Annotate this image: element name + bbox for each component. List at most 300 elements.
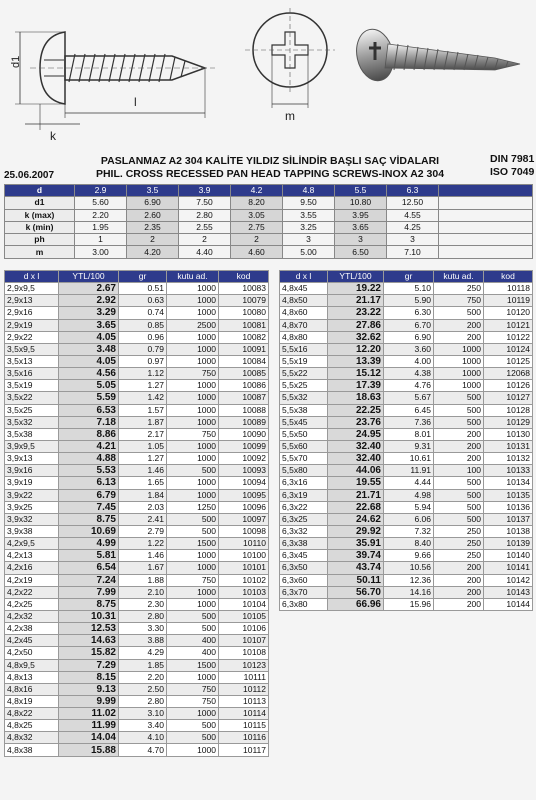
weight-cell: 2.50 (119, 683, 167, 695)
spec-empty-cell (439, 185, 533, 197)
table-row (280, 586, 533, 598)
code-cell: 10134 (484, 477, 533, 489)
weight-cell: 0.51 (119, 283, 167, 295)
price-cell: 19.22 (328, 283, 384, 295)
code-cell: 10126 (484, 380, 533, 392)
table-row (280, 525, 533, 537)
table-row (5, 659, 269, 671)
box-qty-cell: 1000 (434, 343, 484, 355)
column-header: gr (384, 271, 434, 283)
price-cell: 15.88 (59, 744, 119, 756)
size-cell: 6,3x70 (280, 586, 328, 598)
spec-value: 3 (283, 234, 335, 246)
size-cell: 4,8x38 (5, 744, 59, 756)
weight-cell: 15.96 (384, 598, 434, 610)
spec-value: 2.35 (127, 221, 179, 233)
box-qty-cell: 1000 (167, 744, 219, 756)
weight-cell: 5.94 (384, 501, 434, 513)
size-cell: 4,2x32 (5, 610, 59, 622)
price-cell: 8.86 (59, 428, 119, 440)
weight-cell: 4.44 (384, 477, 434, 489)
table-row (280, 538, 533, 550)
size-cell: 4,8x13 (5, 671, 59, 683)
code-cell: 10091 (219, 343, 269, 355)
table-row (5, 283, 269, 295)
price-cell: 4.05 (59, 331, 119, 343)
spec-value: 5.5 (335, 185, 387, 197)
size-cell: 4,2x16 (5, 562, 59, 574)
table-row (280, 501, 533, 513)
table-row (5, 331, 269, 343)
size-cell: 4,2x38 (5, 623, 59, 635)
spec-value: 10.80 (335, 197, 387, 209)
table-row (5, 574, 269, 586)
table-row (5, 343, 269, 355)
weight-cell: 1.88 (119, 574, 167, 586)
spec-value: 3.00 (75, 246, 127, 258)
box-qty-cell: 1000 (167, 550, 219, 562)
code-cell: 10087 (219, 392, 269, 404)
code-cell: 10082 (219, 331, 269, 343)
weight-cell: 9.66 (384, 550, 434, 562)
table-row (5, 598, 269, 610)
size-cell: 2,9x16 (5, 307, 59, 319)
spec-value: 4.8 (283, 185, 335, 197)
price-table-left (4, 270, 269, 757)
weight-cell: 3.88 (119, 635, 167, 647)
box-qty-cell: 200 (434, 331, 484, 343)
weight-cell: 11.91 (384, 465, 434, 477)
size-cell: 3,5x9,5 (5, 343, 59, 355)
code-cell: 10120 (484, 307, 533, 319)
weight-cell: 6.06 (384, 513, 434, 525)
table-row (5, 501, 269, 513)
table-row (280, 550, 533, 562)
spec-label: m (5, 246, 75, 258)
spec-value: 2.60 (127, 209, 179, 221)
box-qty-cell: 1000 (167, 331, 219, 343)
code-cell: 10097 (219, 513, 269, 525)
code-cell: 10084 (219, 355, 269, 367)
size-cell: 4,8x45 (280, 283, 328, 295)
screw-photo (352, 26, 520, 84)
spec-empty-cell (439, 246, 533, 258)
spec-row (5, 185, 533, 197)
size-cell: 6,3x19 (280, 489, 328, 501)
price-cell: 7.29 (59, 659, 119, 671)
weight-cell: 0.63 (119, 295, 167, 307)
spec-value: 2.20 (75, 209, 127, 221)
weight-cell: 1.42 (119, 392, 167, 404)
box-qty-cell: 400 (167, 647, 219, 659)
table-row (5, 671, 269, 683)
code-cell: 10105 (219, 610, 269, 622)
table-row (5, 319, 269, 331)
box-qty-cell: 500 (434, 501, 484, 513)
box-qty-cell: 500 (434, 416, 484, 428)
table-row (280, 562, 533, 574)
din-standard: DIN 7981 (490, 153, 535, 165)
price-cell: 7.45 (59, 501, 119, 513)
weight-cell: 0.96 (119, 331, 167, 343)
code-cell: 10104 (219, 598, 269, 610)
price-cell: 4.21 (59, 440, 119, 452)
price-cell: 17.39 (328, 380, 384, 392)
code-cell: 10139 (484, 538, 533, 550)
price-cell: 9.13 (59, 683, 119, 695)
price-cell: 32.40 (328, 440, 384, 452)
spec-value: 3 (335, 234, 387, 246)
box-qty-cell: 1000 (167, 355, 219, 367)
weight-cell: 2.20 (119, 671, 167, 683)
price-cell: 6.13 (59, 477, 119, 489)
spec-value: 6.3 (387, 185, 439, 197)
spec-row (5, 234, 533, 246)
code-cell: 10124 (484, 343, 533, 355)
price-cell: 2.67 (59, 283, 119, 295)
weight-cell: 2.03 (119, 501, 167, 513)
price-cell: 23.22 (328, 307, 384, 319)
k-label: k (50, 129, 56, 143)
spec-value: 4.55 (387, 209, 439, 221)
weight-cell: 6.90 (384, 331, 434, 343)
column-header: kod (484, 271, 533, 283)
dimension-spec-table (4, 184, 533, 259)
weight-cell: 14.16 (384, 586, 434, 598)
price-cell: 7.18 (59, 416, 119, 428)
price-cell: 12.53 (59, 623, 119, 635)
code-cell: 10116 (219, 732, 269, 744)
price-table-right-header (280, 271, 533, 283)
box-qty-cell: 1000 (167, 586, 219, 598)
table-row (280, 319, 533, 331)
price-cell: 7.99 (59, 586, 119, 598)
weight-cell: 8.40 (384, 538, 434, 550)
price-cell: 10.69 (59, 525, 119, 537)
spec-value: 2 (179, 234, 231, 246)
size-cell: 3,5x32 (5, 416, 59, 428)
weight-cell: 6.45 (384, 404, 434, 416)
code-cell: 10119 (484, 295, 533, 307)
box-qty-cell: 1500 (167, 659, 219, 671)
weight-cell: 1.84 (119, 489, 167, 501)
weight-cell: 4.38 (384, 368, 434, 380)
table-row (280, 489, 533, 501)
box-qty-cell: 500 (434, 392, 484, 404)
title-turkish: PASLANMAZ A2 304 KALİTE YILDIZ SİLİNDİR BAŞLI SAÇ VİDALARI (100, 155, 440, 167)
table-row (5, 453, 269, 465)
box-qty-cell: 1000 (167, 708, 219, 720)
table-row (280, 380, 533, 392)
size-cell: 4,8x22 (5, 708, 59, 720)
price-cell: 22.68 (328, 501, 384, 513)
box-qty-cell: 750 (167, 683, 219, 695)
screw-drawing-svg (0, 0, 536, 150)
spec-value: 3.55 (283, 209, 335, 221)
spec-value: 3.9 (179, 185, 231, 197)
code-cell: 10083 (219, 283, 269, 295)
weight-cell: 1.46 (119, 550, 167, 562)
code-cell: 10107 (219, 635, 269, 647)
price-cell: 4.56 (59, 368, 119, 380)
table-row (5, 489, 269, 501)
code-cell: 10128 (484, 404, 533, 416)
weight-cell: 2.80 (119, 695, 167, 707)
box-qty-cell: 400 (167, 635, 219, 647)
weight-cell: 3.40 (119, 720, 167, 732)
table-row (5, 695, 269, 707)
size-cell: 5,5x25 (280, 380, 328, 392)
size-cell: 3,9x9,5 (5, 440, 59, 452)
price-cell: 21.17 (328, 295, 384, 307)
iso-standard: ISO 7049 (490, 166, 535, 178)
price-cell: 15.82 (59, 647, 119, 659)
box-qty-cell: 200 (434, 598, 484, 610)
code-cell: 10110 (219, 538, 269, 550)
code-cell: 10131 (484, 440, 533, 452)
weight-cell: 1.85 (119, 659, 167, 671)
size-cell: 3,5x13 (5, 355, 59, 367)
price-cell: 15.12 (328, 368, 384, 380)
weight-cell: 0.74 (119, 307, 167, 319)
price-cell: 35.91 (328, 538, 384, 550)
table-row (5, 550, 269, 562)
weight-cell: 9.31 (384, 440, 434, 452)
size-cell: 4,2x19 (5, 574, 59, 586)
box-qty-cell: 1000 (167, 404, 219, 416)
code-cell: 10100 (219, 550, 269, 562)
weight-cell: 4.98 (384, 489, 434, 501)
code-cell: 10117 (219, 744, 269, 756)
screw-technical-drawing (0, 0, 536, 150)
table-row (5, 538, 269, 550)
spec-label: d (5, 185, 75, 197)
size-cell: 4,8x80 (280, 331, 328, 343)
spec-row (5, 221, 533, 233)
size-cell: 5,5x60 (280, 440, 328, 452)
weight-cell: 1.67 (119, 562, 167, 574)
column-header: YTL/100 (328, 271, 384, 283)
size-cell: 4,8x50 (280, 295, 328, 307)
weight-cell: 6.70 (384, 319, 434, 331)
spec-value: 6.50 (335, 246, 387, 258)
weight-cell: 0.97 (119, 355, 167, 367)
size-cell: 3,5x22 (5, 392, 59, 404)
spec-empty-cell (439, 197, 533, 209)
table-row (5, 732, 269, 744)
spec-value: 1.95 (75, 221, 127, 233)
table-row (5, 610, 269, 622)
size-cell: 6,3x32 (280, 525, 328, 537)
spec-value: 3.65 (335, 221, 387, 233)
box-qty-cell: 500 (434, 307, 484, 319)
spec-empty-cell (439, 234, 533, 246)
spec-label: k (min) (5, 221, 75, 233)
price-cell: 56.70 (328, 586, 384, 598)
box-qty-cell: 1000 (434, 380, 484, 392)
size-cell: 6,3x50 (280, 562, 328, 574)
weight-cell: 10.56 (384, 562, 434, 574)
price-cell: 4.05 (59, 355, 119, 367)
column-header: kutu ad. (434, 271, 484, 283)
spec-value: 5.60 (75, 197, 127, 209)
code-cell: 10142 (484, 574, 533, 586)
price-cell: 14.63 (59, 635, 119, 647)
box-qty-cell: 2500 (167, 319, 219, 331)
weight-cell: 12.36 (384, 574, 434, 586)
code-cell: 10106 (219, 623, 269, 635)
size-cell: 3,5x38 (5, 428, 59, 440)
spec-value: 2 (127, 234, 179, 246)
code-cell: 10081 (219, 319, 269, 331)
weight-cell: 5.90 (384, 295, 434, 307)
price-cell: 29.92 (328, 525, 384, 537)
weight-cell: 5.67 (384, 392, 434, 404)
spec-value: 3 (387, 234, 439, 246)
size-cell: 4,2x45 (5, 635, 59, 647)
box-qty-cell: 750 (167, 428, 219, 440)
size-cell: 3,5x19 (5, 380, 59, 392)
spec-value: 3.95 (335, 209, 387, 221)
price-cell: 8.15 (59, 671, 119, 683)
size-cell: 2,9x9,5 (5, 283, 59, 295)
box-qty-cell: 1000 (167, 562, 219, 574)
code-cell: 10130 (484, 428, 533, 440)
price-cell: 11.99 (59, 720, 119, 732)
table-row (5, 428, 269, 440)
price-cell: 13.39 (328, 355, 384, 367)
weight-cell: 2.80 (119, 610, 167, 622)
spec-value: 7.10 (387, 246, 439, 258)
box-qty-cell: 1250 (167, 501, 219, 513)
weight-cell: 3.10 (119, 708, 167, 720)
spec-value: 12.50 (387, 197, 439, 209)
size-cell: 3,9x25 (5, 501, 59, 513)
size-cell: 4,2x50 (5, 647, 59, 659)
size-cell: 6,3x60 (280, 574, 328, 586)
price-cell: 3.29 (59, 307, 119, 319)
price-cell: 6.54 (59, 562, 119, 574)
code-cell: 10122 (484, 331, 533, 343)
code-cell: 10129 (484, 416, 533, 428)
weight-cell: 7.32 (384, 525, 434, 537)
size-cell: 4,8x25 (5, 720, 59, 732)
spec-value: 7.50 (179, 197, 231, 209)
size-cell: 4,2x22 (5, 586, 59, 598)
size-cell: 5,5x50 (280, 428, 328, 440)
weight-cell: 0.85 (119, 319, 167, 331)
table-row (5, 392, 269, 404)
table-row (5, 404, 269, 416)
table-row (280, 295, 533, 307)
size-cell: 5,5x22 (280, 368, 328, 380)
code-cell: 10140 (484, 550, 533, 562)
spec-label: k (max) (5, 209, 75, 221)
table-row (280, 465, 533, 477)
box-qty-cell: 1000 (167, 598, 219, 610)
spec-value: 6.90 (127, 197, 179, 209)
weight-cell: 1.12 (119, 368, 167, 380)
code-cell: 10113 (219, 695, 269, 707)
code-cell: 10141 (484, 562, 533, 574)
size-cell: 5,5x32 (280, 392, 328, 404)
price-cell: 7.24 (59, 574, 119, 586)
weight-cell: 3.60 (384, 343, 434, 355)
price-cell: 5.53 (59, 465, 119, 477)
table-row (280, 574, 533, 586)
spec-row (5, 209, 533, 221)
box-qty-cell: 1000 (167, 440, 219, 452)
table-row (5, 623, 269, 635)
box-qty-cell: 250 (434, 538, 484, 550)
box-qty-cell: 1000 (167, 380, 219, 392)
code-cell: 10144 (484, 598, 533, 610)
table-row (280, 404, 533, 416)
table-row (5, 562, 269, 574)
box-qty-cell: 100 (434, 465, 484, 477)
code-cell: 10138 (484, 525, 533, 537)
price-cell: 19.55 (328, 477, 384, 489)
weight-cell: 1.87 (119, 416, 167, 428)
price-cell: 4.99 (59, 538, 119, 550)
table-row (280, 453, 533, 465)
price-cell: 24.95 (328, 428, 384, 440)
price-cell: 32.40 (328, 453, 384, 465)
spec-value: 2.9 (75, 185, 127, 197)
table-row (280, 428, 533, 440)
box-qty-cell: 1000 (167, 307, 219, 319)
table-row (5, 525, 269, 537)
code-cell: 10133 (484, 465, 533, 477)
code-cell: 10121 (484, 319, 533, 331)
spec-value: 2.55 (179, 221, 231, 233)
box-qty-cell: 500 (167, 465, 219, 477)
box-qty-cell: 500 (434, 513, 484, 525)
title-english: PHIL. CROSS RECESSED PAN HEAD TAPPING SCREWS-INOX A2 304 (95, 168, 445, 180)
price-cell: 2.92 (59, 295, 119, 307)
code-cell: 10102 (219, 574, 269, 586)
code-cell: 10111 (219, 671, 269, 683)
box-qty-cell: 500 (167, 720, 219, 732)
weight-cell: 1.65 (119, 477, 167, 489)
weight-cell: 7.36 (384, 416, 434, 428)
size-cell: 3,9x19 (5, 477, 59, 489)
spec-label: d1 (5, 197, 75, 209)
box-qty-cell: 500 (167, 732, 219, 744)
box-qty-cell: 1000 (167, 416, 219, 428)
price-table-right (279, 270, 533, 611)
code-cell: 10143 (484, 586, 533, 598)
code-cell: 10094 (219, 477, 269, 489)
box-qty-cell: 750 (167, 574, 219, 586)
weight-cell: 4.70 (119, 744, 167, 756)
size-cell: 2,9x22 (5, 331, 59, 343)
size-cell: 5,5x80 (280, 465, 328, 477)
weight-cell: 4.00 (384, 355, 434, 367)
spec-value: 2.80 (179, 209, 231, 221)
size-cell: 6,3x80 (280, 598, 328, 610)
code-cell: 10108 (219, 647, 269, 659)
size-cell: 5,5x16 (280, 343, 328, 355)
price-cell: 3.48 (59, 343, 119, 355)
table-row (5, 416, 269, 428)
size-cell: 6,3x16 (280, 477, 328, 489)
code-cell: 10136 (484, 501, 533, 513)
price-cell: 5.59 (59, 392, 119, 404)
spec-value: 2.75 (231, 221, 283, 233)
price-cell: 50.11 (328, 574, 384, 586)
spec-value: 9.50 (283, 197, 335, 209)
